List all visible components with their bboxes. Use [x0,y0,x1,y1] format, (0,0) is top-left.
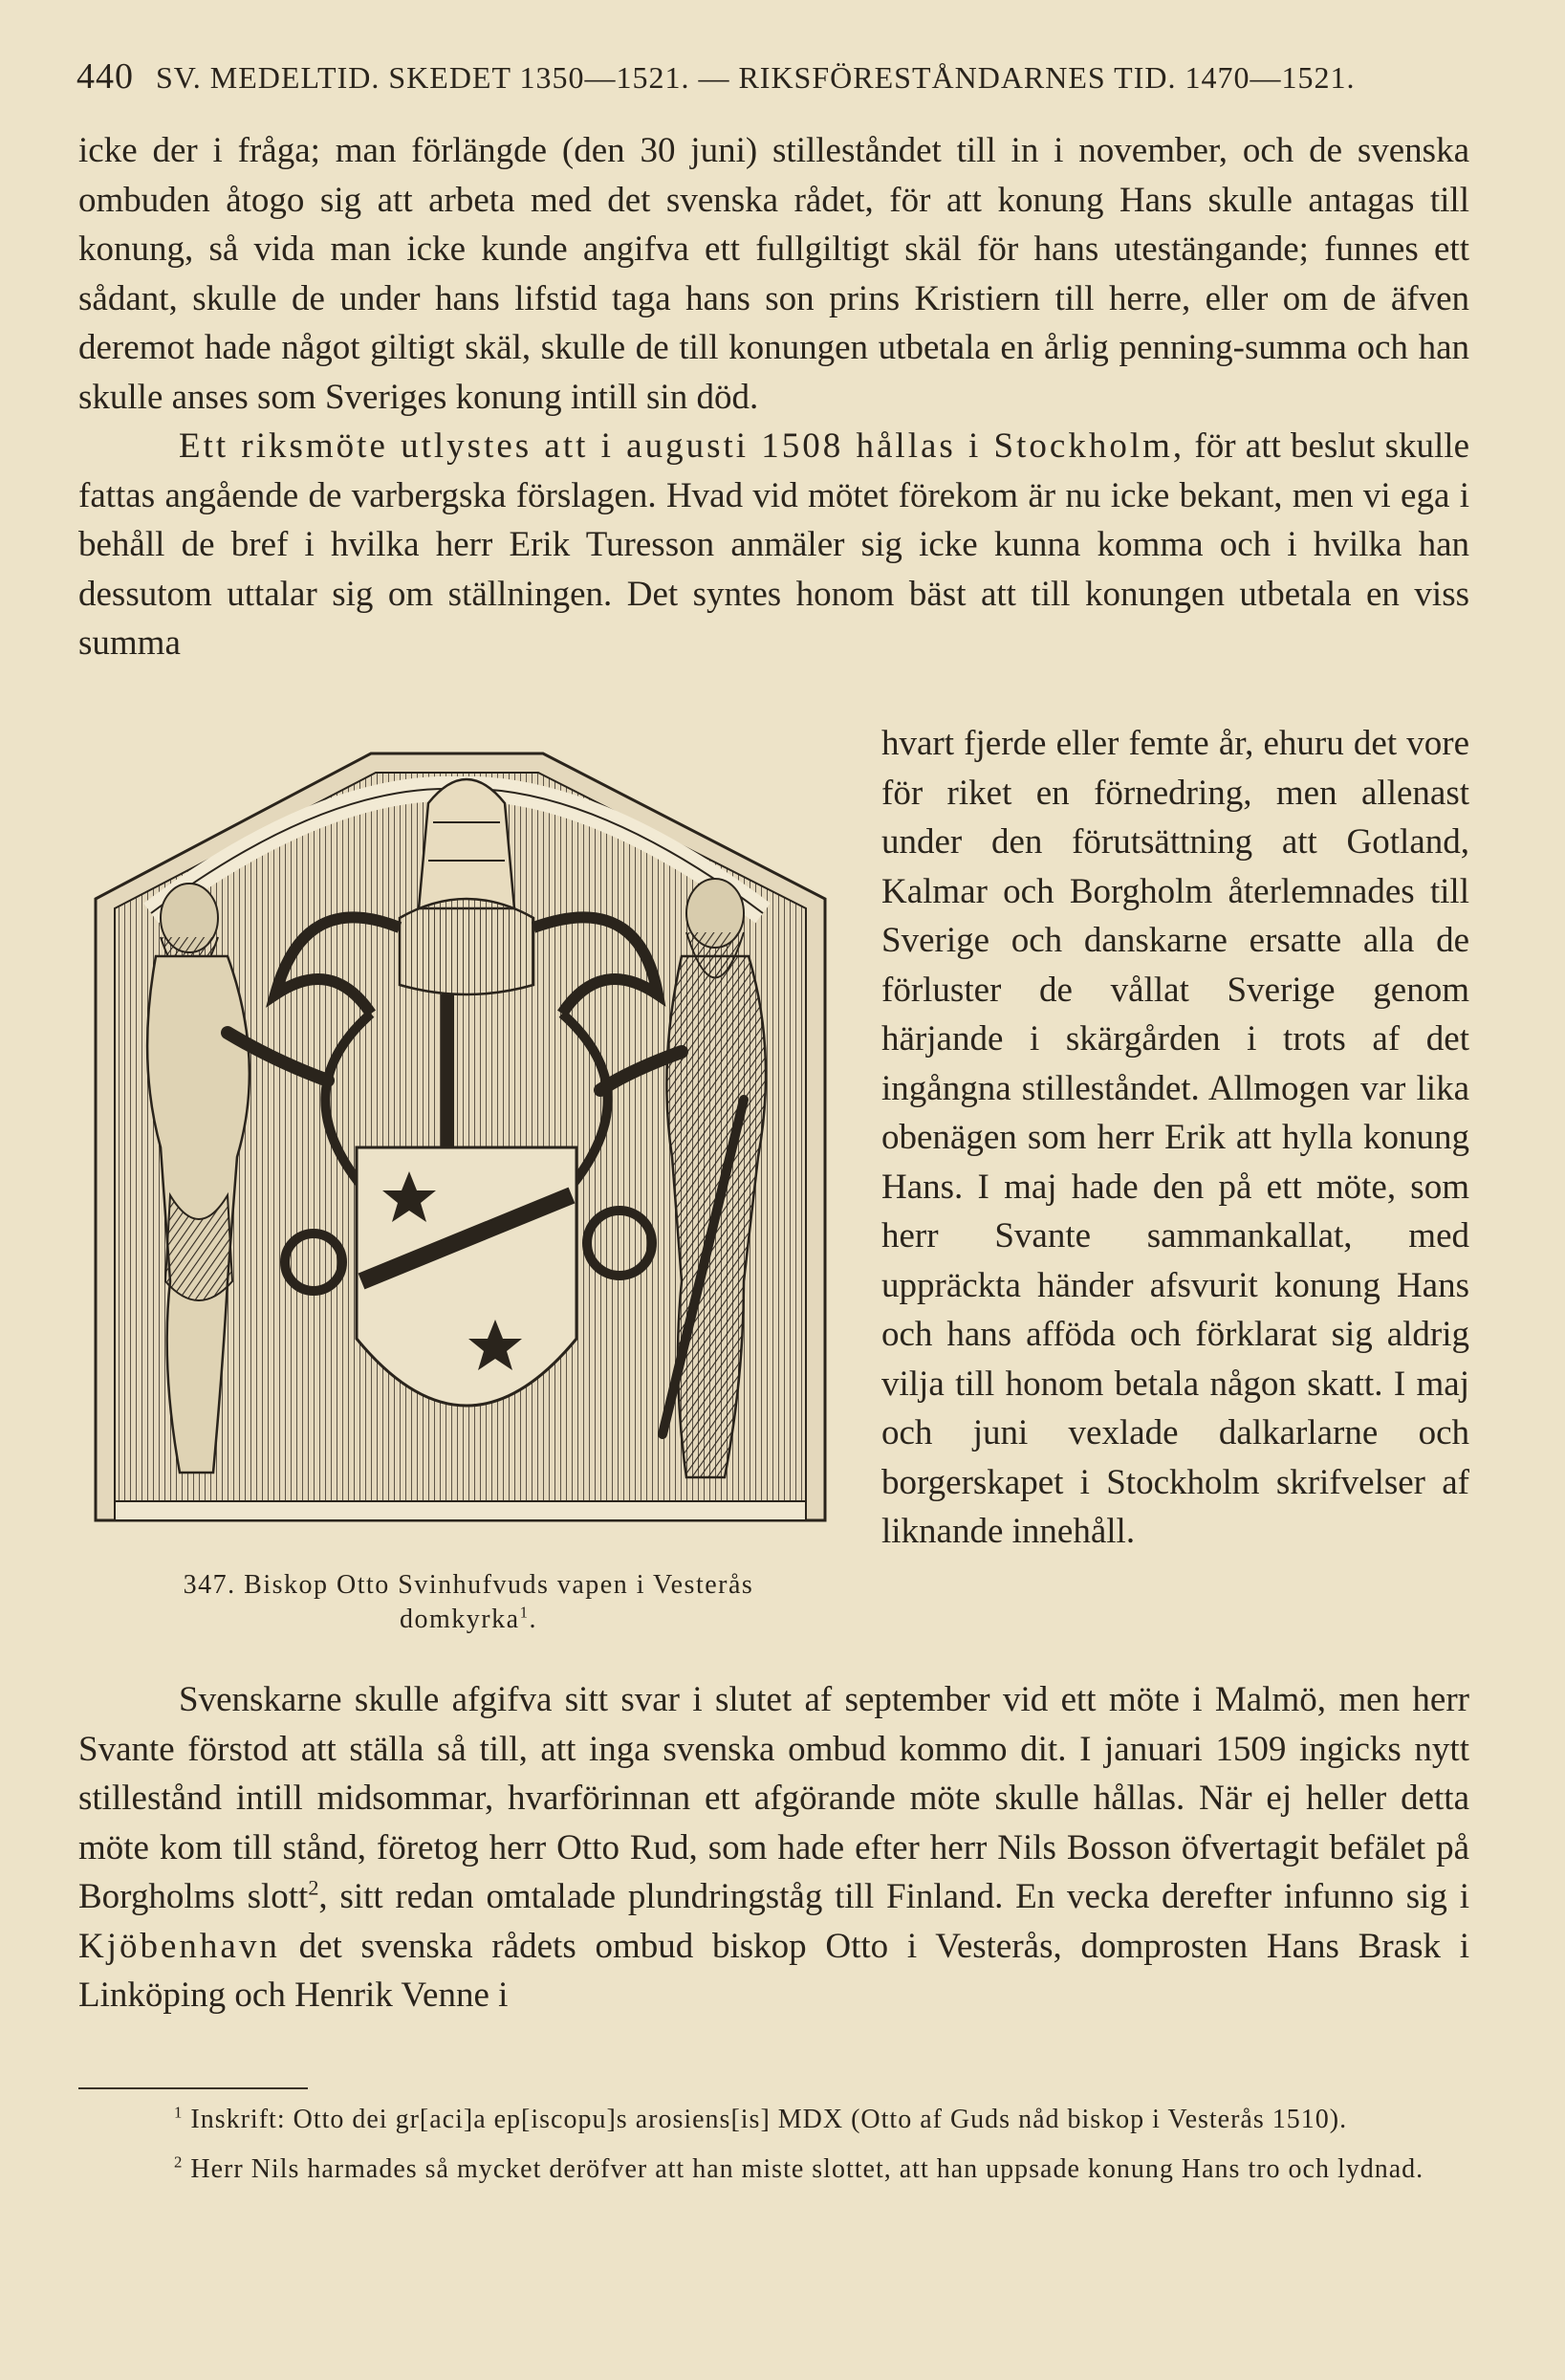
footnote [78,2151,1469,2188]
footnote-mark: 2 [174,2152,184,2172]
body-text-bottom [78,1675,1469,2020]
figure-number: 347. [183,1570,236,1600]
coat-of-arms-plaque [84,746,830,1544]
footnote-ref: 2 [308,1875,319,1900]
running-header [76,55,1472,98]
footnote-ref: 1 [519,1603,530,1622]
paragraph-part: det svenska rådets ombud biskop Otto i Vesterås, domprosten Hans Brask i Linköping och Henrik Venne i [78,1926,1469,2015]
figure-caption: 347. Biskop Otto Svinhufvuds vapen i Vesterås domkyrka$^1$. [183,1570,754,1634]
figure-engraving [84,746,830,1544]
footnote-text: Herr Nils harmades så mycket deröfver att han miste slottet, att han uppsade konung Hans tro och lydnad. [190,2154,1424,2184]
spaced-place-name: Kjöbenhavn [78,1926,280,1966]
body-text-top [78,126,1469,668]
running-title: SV. MEDELTID. SKEDET 1350—1521. — RIKSFÖRESTÅNDARNES TID. 1470—1521. [156,60,1356,95]
paragraph-part: Svenskarne skulle afgifva sitt svar i slutet af september vid ett möte i Malmö, men herr Svante förstod att ställa så till, att inga svenska ombud kommo dit. I januari 1509 ingicks nytt stillestånd intill midsommar, hvarförinnan ett afgörande möte skulle hållas. När ej heller detta möte kom till stånd, företog herr Otto Rud, som hade efter herr Nils Bosson öfvertagit befälet på Borgholms slott [78,1680,1469,1916]
body-text-side [881,719,1469,1557]
paragraph [78,422,1469,668]
figure-caption-text: Biskop Otto Svinhufvuds vapen i Vesterås domkyrka [244,1570,754,1634]
paragraph: icke der i fråga; man förlängde (den 30 juni) stilleståndet till in i november, och de svenska ombuden åtogo sig att arbeta med det svenska rådet, för att konung Hans skulle antagas till konung, så vida man icke kunde angifva ett fullgiltigt skäl för hans utestängande; funnes ett sådant, skulle de under hans lifstid taga hans son prins Kristiern till herre, eller om de äfven deremot hade något giltigt skäl, skulle de till konungen utbetala en årlig penning-summa och han skulle anses som Sveriges konung intill sin död. [78,131,1469,417]
paragraph-rest: för att beslut skulle fattas angående de varbergska förslagen. Hvad vid mötet förekom är nu icke bekant, men vi ega i behåll de bref i hvilka herr Erik Turesson anmäler sig icke kunna komma och i hvilka han dessutom uttalar sig om ställningen. Det syntes honom bäst att till konungen utbetala en viss summa [78,426,1469,663]
paragraph-part: , sitt redan omtalade plundringståg till Finland. En vecka derefter infunno sig i [318,1877,1469,1916]
footnote-text: Inskrift: Otto dei gr[aci]a ep[iscopu]s arosiens[is] MDX (Otto af Guds nåd biskop i Vesterås 1510). [190,2105,1348,2134]
spaced-lead: Ett riksmöte utlystes att i augusti 1508 hållas i Stockholm, [179,426,1185,466]
paragraph [78,1675,1469,2020]
footnotes [78,2102,1469,2201]
footnote [78,2102,1469,2138]
footnote-rule [78,2087,308,2089]
footnote-mark: 1 [174,2103,184,2122]
paragraph: hvart fjerde eller femte år, ehuru det vore för riket en förnedring, men allenast under den förutsättning att Gotland, Kalmar och Borgholm återlemnades till Sverige och danskarne ersatte alla de förluster de vållat Sverige genom härjande i skärgården i trots af det ingångna stilleståndet. Allmogen var lika obenägen som herr Erik att hylla konung Hans. I maj hade den på ett möte, som herr Svante sammankallat, med uppräckta händer afsvurit konung Hans och hans afföda och förklarat sig aldrig vilja till honom betala någon skatt. I maj och juni vexlade dalkarlarne och borgerskapet i Stockholm skrifvelser af liknande innehåll. [881,724,1469,1551]
page-number: 440 [76,56,134,97]
